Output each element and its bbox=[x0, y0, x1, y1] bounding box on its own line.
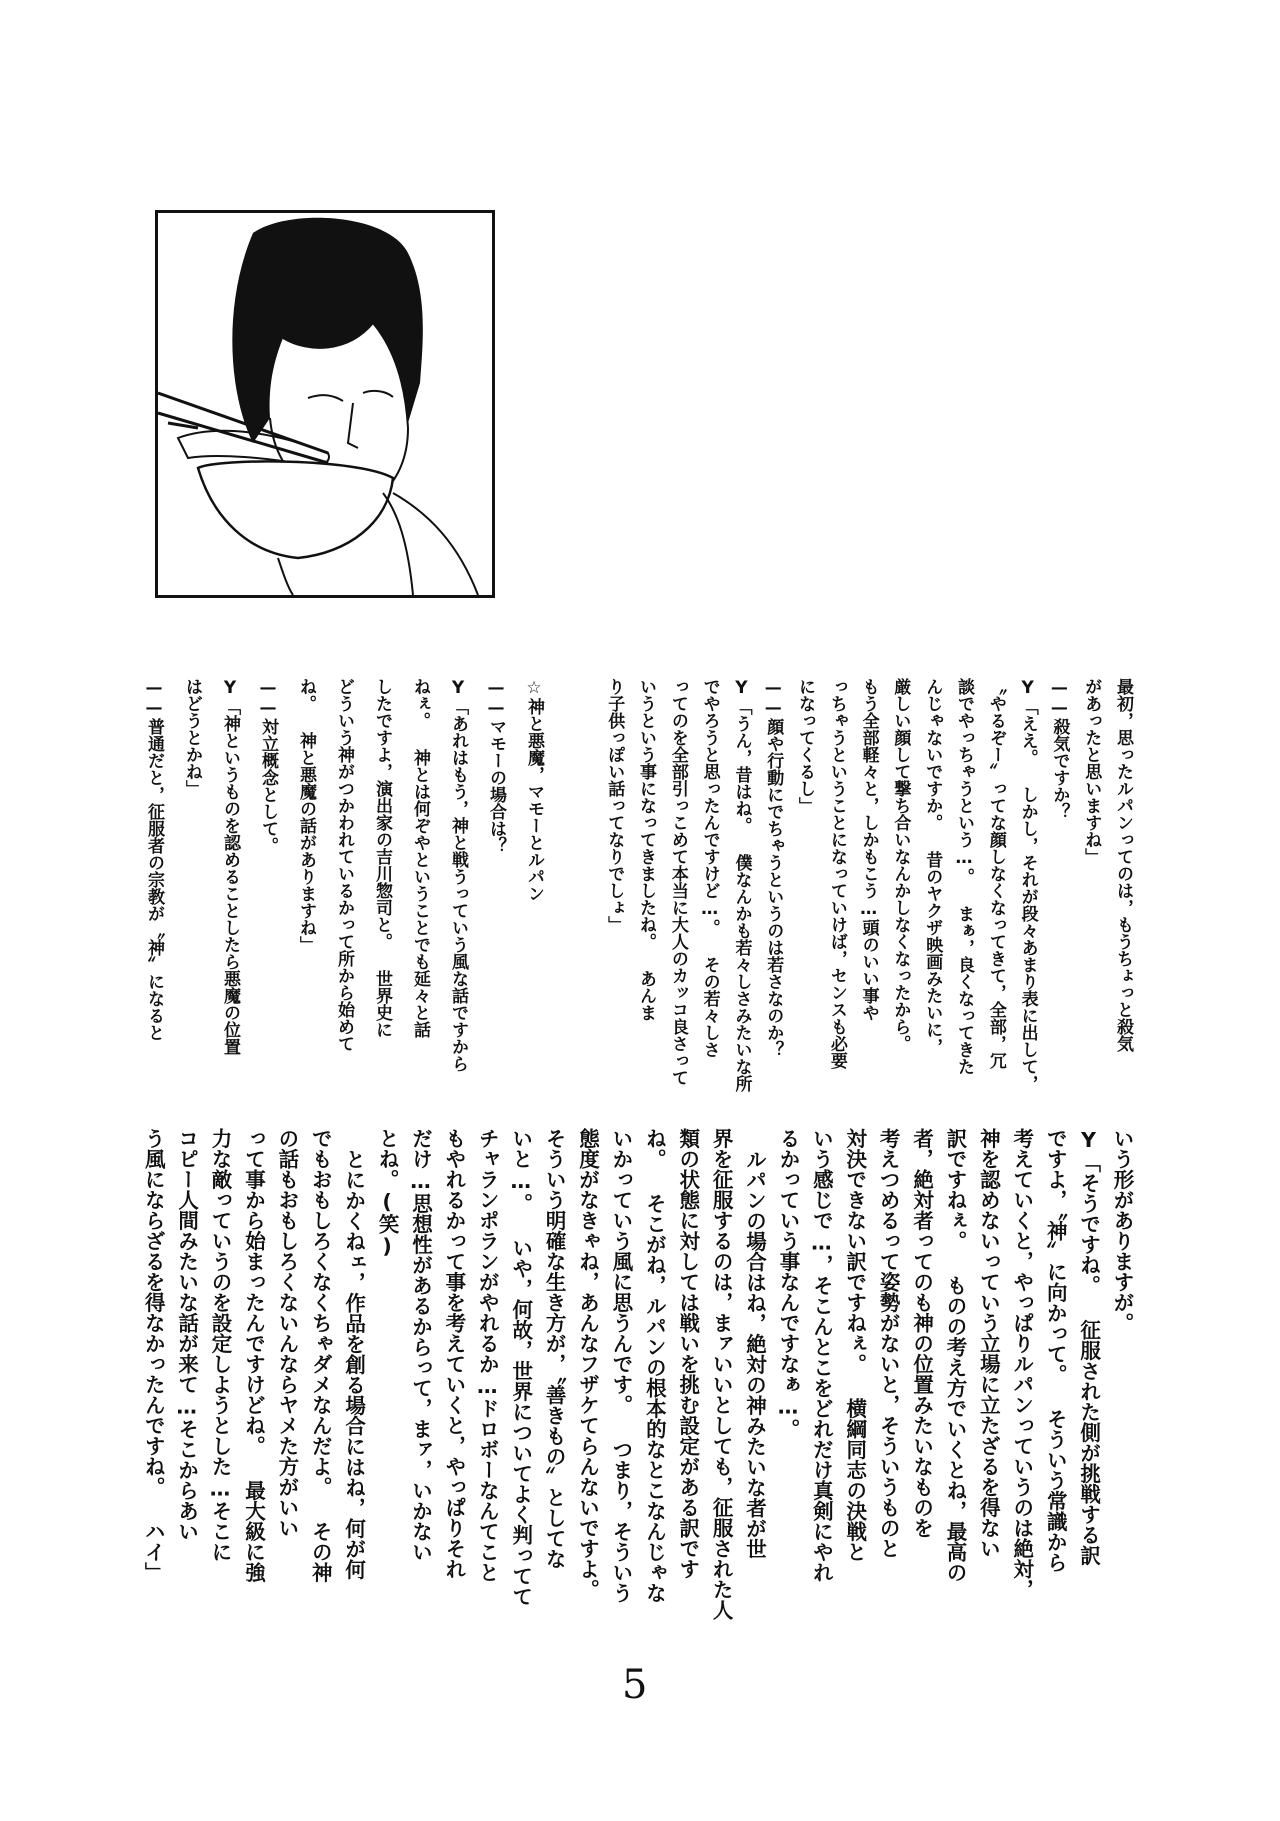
text-column: になってくるし」 bbox=[795, 678, 816, 814]
text-column: っちゃうということになっていけば，センスも必要 bbox=[826, 678, 847, 1069]
text-column: 〝やるぞー〟ってな顔しなくなってきて，全部，冗 bbox=[985, 678, 1006, 1069]
text-column: ——普通だと，征服者の宗教が〝神〟になると bbox=[144, 678, 164, 1041]
text-column: だけ…思想性があるからって，まァ，いかない bbox=[408, 1128, 433, 1562]
text-column: ——マモーの場合は？ bbox=[486, 678, 506, 854]
interview-text-lower bbox=[136, 1128, 1138, 1620]
text-column: チャランポランがやれるか…ドロボーなんてこと bbox=[475, 1128, 500, 1583]
text-column: いと…。 いや，何故，世界についてよく判ってて bbox=[508, 1128, 533, 1607]
interview-text-upper-right bbox=[597, 678, 1138, 1092]
text-column: 厳しい顔して撃ち合いなんかしなくなったから。 bbox=[890, 678, 911, 1052]
text-column: 談でやっちゃうという…。 まぁ，良くなってきた bbox=[954, 678, 975, 1075]
text-column: Y「神というものを認めることしたら悪魔の位置 bbox=[220, 678, 240, 1055]
text-column: 最初，思ったルパンってのは，もうちょっと殺気 bbox=[1113, 678, 1133, 1052]
text-column: 考えていくと，やっぱりルパンっていうのは絶対， bbox=[1009, 1128, 1034, 1600]
text-column: ——対立概念として。 bbox=[258, 678, 278, 854]
text-column: もう全部軽々と，しかもこう…頭のいい事や bbox=[858, 678, 879, 1021]
text-column: とにかくねェ，作品を創る場合にはね，何が何 bbox=[341, 1148, 366, 1579]
text-column: いかっていう風に思うんです。 つまり，そういう bbox=[608, 1128, 633, 1603]
text-column: ——殺気ですか？ bbox=[1049, 678, 1070, 820]
text-column: でもおもしろくなくちゃダメなんだよ。 その神 bbox=[308, 1128, 333, 1583]
text-column: り子供っぽい話ってなりでしょ」 bbox=[604, 678, 625, 933]
text-column: いうという事になってきましたね。 あんま bbox=[636, 678, 657, 1021]
text-column: ルパンの場合はね，絶対の神みたいな者が世 bbox=[742, 1148, 767, 1559]
text-column: 訳ですねぇ。 ものの考え方でいくとね，最高の bbox=[942, 1128, 967, 1583]
text-column: るかっていう事なんですなぁ…。 bbox=[775, 1128, 800, 1439]
eyes bbox=[308, 391, 393, 401]
text-column: ね。 そこがね，ルパンの根本的なとこなんじゃな bbox=[642, 1128, 667, 1603]
text-column: はどうとかね」 bbox=[182, 678, 202, 797]
illustration-man-eating bbox=[155, 210, 495, 598]
text-column: ——顔や行動にでちゃうというのは若さなのか？ bbox=[763, 678, 784, 1058]
text-column: ってのを全部引っこめて本当に大人のカッコ良さって bbox=[667, 678, 688, 1086]
text-column: Y「あれはもう，神と戦うっていう風な話ですから bbox=[448, 678, 468, 1072]
text-column: そういう明確な生き方が，〝善きもの〟としてな bbox=[542, 1128, 567, 1569]
text-column: って事から始まったんですけどね。 最大級に強 bbox=[241, 1128, 266, 1583]
text-column: ですよ，〝神〟に向かって。 そういう常識から bbox=[1043, 1128, 1068, 1573]
text-column: ねぇ。 神とは何ぞやということでも延々と話 bbox=[410, 678, 430, 1038]
illustration-drawing bbox=[158, 213, 492, 595]
nose bbox=[348, 403, 358, 448]
text-column: 類の状態に対しては戦いを挑む設定がある訳です bbox=[675, 1128, 700, 1579]
section-heading: ☆神と悪魔，マモーとルパン bbox=[524, 678, 544, 902]
page-number: 5 bbox=[622, 1662, 648, 1708]
text-column: コピー人間みたいな話が来て…そこからあい bbox=[174, 1128, 199, 1542]
text-column: どういう神がつかわれているかって所から始めて bbox=[334, 678, 354, 1052]
text-column: 考えつめるって姿勢がないと，そういうものと bbox=[876, 1128, 901, 1559]
text-column: Y「うん，昔はね。 僕なんかも若々しさみたいな所 bbox=[731, 678, 752, 1092]
text-column: の話もおもしろくないんならヤメた方がいい bbox=[274, 1128, 299, 1538]
text-column: 者，絶対者ってのも神の位置みたいなものを bbox=[909, 1128, 934, 1538]
collar bbox=[383, 493, 413, 595]
text-column: もやれるかって事を考えていくと，やっぱりそれ bbox=[441, 1128, 466, 1579]
text-column: があったと思いますね」 bbox=[1081, 678, 1102, 865]
text-column: 力な敵っていうのを設定しようとした…そこに bbox=[208, 1128, 233, 1562]
text-column: いう感じで…，そこんとこをどれだけ真剣にやれ bbox=[809, 1128, 834, 1583]
text-column: 態度がなきゃね，あんなフザケてらんないですよ。 bbox=[575, 1128, 600, 1600]
text-column: Y「ええ。 しかし，それが段々あまり表に出して， bbox=[1017, 678, 1038, 1092]
text-column: んじゃないですか。 昔のヤクザ映画みたいに， bbox=[922, 678, 943, 1055]
text-column: でやろうと思ったんですけど…。 その若々しさ bbox=[699, 678, 720, 1058]
text-column: 対決できない訳ですねぇ。 横綱同志の決戦と bbox=[842, 1128, 867, 1562]
hair bbox=[232, 218, 423, 443]
bowl bbox=[198, 461, 393, 558]
text-column: ね。 神と悪魔の話がありますね」 bbox=[296, 678, 316, 953]
text-column: したですよ，演出家の吉川惣司と。 世界史に bbox=[372, 678, 392, 1038]
text-column: とね。(笑) bbox=[375, 1128, 400, 1258]
interview-text-upper-left bbox=[135, 678, 553, 1072]
text-column: Y「そうですね。 征服された側が挑戦する訳 bbox=[1076, 1128, 1101, 1566]
text-column: う風にならざるを得なかったんですね。 ハイ」 bbox=[141, 1128, 166, 1583]
text-column: 神を認めないっていう立場に立たざるを得ない bbox=[976, 1128, 1001, 1559]
text-column: いう形がありますが。 bbox=[1110, 1128, 1134, 1333]
text-column: 界を征服するのは，まァいいとしても，征服された人 bbox=[709, 1128, 734, 1620]
